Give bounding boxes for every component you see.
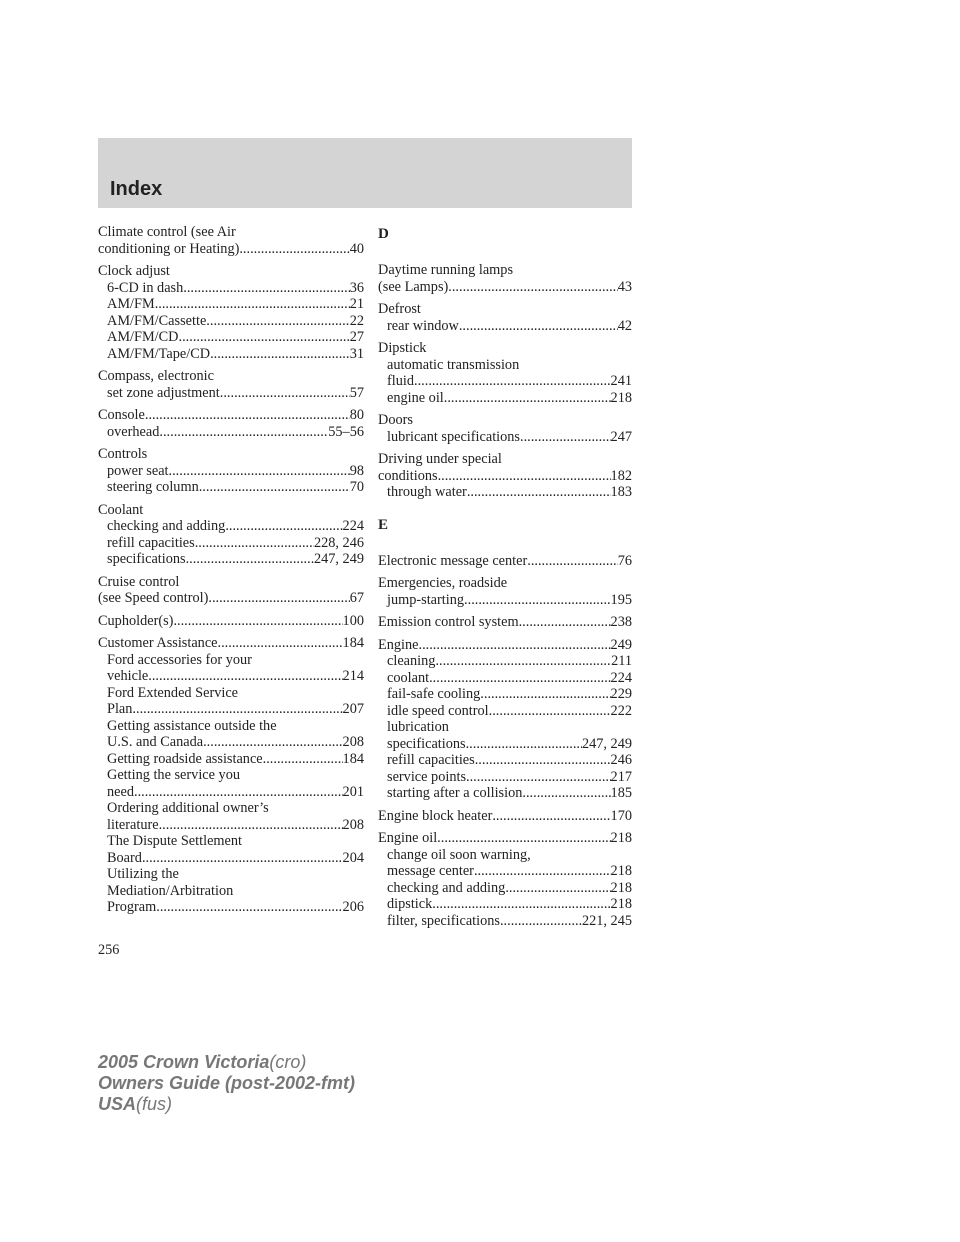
index-term: refill capacities xyxy=(387,752,475,768)
footer-model-code: (cro) xyxy=(269,1052,307,1072)
index-term: overhead xyxy=(107,423,160,440)
index-term: Getting roadside assistance xyxy=(107,750,263,767)
index-term: through water xyxy=(387,484,467,500)
dot-leader xyxy=(444,390,611,407)
index-term: lubricant specifications xyxy=(387,428,520,445)
index-line xyxy=(98,241,364,258)
page-reference: 55–56 xyxy=(328,423,364,440)
index-term: power seat xyxy=(107,462,169,479)
section-letter: D xyxy=(378,226,389,242)
dot-leader xyxy=(225,518,342,535)
footer-line-3 xyxy=(98,1094,355,1115)
page-title: Index xyxy=(110,178,163,200)
page-reference: 21 xyxy=(349,296,364,312)
index-entry xyxy=(98,368,364,401)
index-line xyxy=(98,850,364,867)
index-term: refill capacities xyxy=(107,534,195,551)
section-letter: E xyxy=(378,516,389,533)
index-line xyxy=(378,484,632,501)
index-term: Plan xyxy=(107,701,133,717)
dot-leader xyxy=(263,751,343,768)
index-term: Driving under special xyxy=(378,451,502,467)
index-term: Dipstick xyxy=(378,340,427,356)
index-term: Program xyxy=(107,899,157,915)
page-reference: 222 xyxy=(610,702,632,719)
page-reference: 170 xyxy=(610,807,632,824)
dot-leader xyxy=(155,296,350,313)
index-term: fail-safe cooling xyxy=(387,686,481,702)
page-reference: 247, 249 xyxy=(581,735,632,752)
dot-leader xyxy=(186,551,314,568)
footer xyxy=(98,1052,355,1115)
index-term: fluid xyxy=(387,373,415,389)
index-entry xyxy=(98,407,364,440)
page-reference: 224 xyxy=(342,518,364,534)
dot-leader xyxy=(435,653,611,670)
index-line xyxy=(98,701,364,718)
index-term: lubrication xyxy=(387,719,449,735)
index-term: literature xyxy=(107,816,159,833)
page-reference: 22 xyxy=(349,312,364,329)
page-reference: 204 xyxy=(342,849,364,866)
page-reference: 206 xyxy=(342,899,364,915)
dot-leader xyxy=(142,850,343,867)
index-term: dipstick xyxy=(387,896,433,912)
index-line xyxy=(378,357,632,374)
index-term: Controls xyxy=(98,446,148,462)
index-line xyxy=(378,279,632,296)
index-line xyxy=(378,592,632,609)
page-reference: 218 xyxy=(610,389,632,406)
index-line xyxy=(98,280,364,297)
index-term: AM/FM/CD xyxy=(107,329,179,345)
index-entry xyxy=(98,635,364,916)
index-line xyxy=(378,863,632,880)
footer-market-code: (fus) xyxy=(136,1094,173,1114)
index-term: Getting the service you xyxy=(107,767,241,783)
index-term: Defrost xyxy=(378,301,421,317)
index-term: Cupholder(s) xyxy=(98,612,174,629)
dot-leader xyxy=(206,313,349,330)
dot-leader xyxy=(239,241,349,258)
dot-leader xyxy=(203,734,342,751)
index-term: AM/FM/Tape/CD xyxy=(107,345,211,362)
index-term: checking and adding xyxy=(387,879,506,896)
index-term: Daytime running lamps xyxy=(378,262,514,278)
dot-leader xyxy=(195,535,314,552)
dot-leader xyxy=(466,769,611,786)
page-reference: 241 xyxy=(610,373,632,389)
index-line xyxy=(98,263,364,280)
index-line xyxy=(378,736,632,753)
index-line xyxy=(98,613,364,630)
index-term: Engine xyxy=(378,636,419,653)
page-reference: 98 xyxy=(349,462,364,479)
page-reference: 100 xyxy=(342,612,364,629)
index-line xyxy=(98,718,364,735)
index-line xyxy=(378,752,632,769)
index-line xyxy=(98,767,364,784)
index-term: change oil soon warning, xyxy=(387,846,531,863)
index-term: set zone adjustment xyxy=(107,384,220,401)
index-line xyxy=(378,653,632,670)
page-number: 256 xyxy=(98,942,120,958)
index-line xyxy=(378,686,632,703)
index-entry xyxy=(378,830,632,929)
index-entry xyxy=(98,613,364,630)
page-reference: 217 xyxy=(610,768,632,785)
dot-leader xyxy=(480,686,610,703)
page-reference: 40 xyxy=(349,240,364,257)
index-entry xyxy=(378,808,632,825)
dot-leader xyxy=(134,784,343,801)
page-reference: 218 xyxy=(610,830,632,846)
index-line xyxy=(98,385,364,402)
dot-leader xyxy=(419,637,611,654)
page-reference: 67 xyxy=(349,590,364,606)
index-term: Mediation/Arbitration xyxy=(107,882,234,899)
page-reference: 218 xyxy=(610,896,632,912)
dot-leader xyxy=(522,785,610,802)
index-term: Ford accessories for your xyxy=(107,651,252,668)
dot-leader xyxy=(432,896,610,913)
page-reference: 42 xyxy=(617,317,632,334)
header-band xyxy=(98,138,632,208)
index-line xyxy=(378,913,632,930)
index-entry xyxy=(378,340,632,406)
index-line xyxy=(98,479,364,496)
index-term: Emergencies, roadside xyxy=(378,575,508,591)
index-term: cleaning xyxy=(387,653,436,669)
index-line xyxy=(98,751,364,768)
dot-leader xyxy=(156,899,342,916)
page-reference: 208 xyxy=(342,816,364,833)
index-term: conditioning or Heating) xyxy=(98,240,240,257)
index-line xyxy=(98,866,364,883)
dot-leader xyxy=(527,553,617,570)
dot-leader xyxy=(159,424,328,441)
index-term: checking and adding xyxy=(107,518,226,534)
page-reference: 195 xyxy=(610,591,632,608)
index-term: filter, specifications xyxy=(387,912,500,929)
index-line xyxy=(98,590,364,607)
dot-leader xyxy=(159,817,343,834)
index-line xyxy=(98,551,364,568)
index-line xyxy=(378,785,632,802)
index-entry xyxy=(98,502,364,568)
index-term: automatic transmission xyxy=(387,356,520,373)
index-term: Console xyxy=(98,407,145,423)
dot-leader xyxy=(208,590,349,607)
index-term: Customer Assistance xyxy=(98,635,218,651)
page-reference: 214 xyxy=(342,668,364,684)
index-entry xyxy=(378,553,632,570)
dot-leader xyxy=(466,736,582,753)
page-reference: 218 xyxy=(610,863,632,879)
dot-leader xyxy=(414,373,611,390)
index-line xyxy=(378,703,632,720)
index-line xyxy=(98,535,364,552)
index-term: service points xyxy=(387,768,467,785)
dot-leader xyxy=(183,280,349,297)
index-term: jump-starting xyxy=(387,591,465,608)
dot-leader xyxy=(148,668,342,685)
page-reference: 80 xyxy=(349,407,364,423)
dot-leader xyxy=(173,613,342,630)
index-term: Coolant xyxy=(98,501,144,518)
index-term: Ford Extended Service xyxy=(107,684,239,701)
index-term: AM/FM xyxy=(107,296,155,312)
page-reference: 228, 246 xyxy=(313,534,364,551)
index-term: Electronic message center xyxy=(378,552,528,569)
index-term: Getting assistance outside the xyxy=(107,717,277,734)
page-reference: 70 xyxy=(349,479,364,495)
dot-leader xyxy=(464,592,611,609)
index-line xyxy=(378,373,632,390)
dot-leader xyxy=(474,863,611,880)
index-line xyxy=(378,614,632,631)
dot-leader xyxy=(199,479,350,496)
dot-leader xyxy=(218,635,343,652)
page-reference: 246 xyxy=(610,752,632,768)
index-entry xyxy=(98,446,364,496)
dot-leader xyxy=(429,670,610,687)
index-line xyxy=(98,224,364,241)
page-reference: 184 xyxy=(342,635,364,651)
index-line xyxy=(378,880,632,897)
index-term: coolant xyxy=(387,669,430,686)
index-line xyxy=(378,301,632,318)
index-line xyxy=(98,407,364,424)
index-term: conditions xyxy=(378,467,438,484)
index-line xyxy=(378,468,632,485)
index-term: Engine block heater xyxy=(378,807,493,824)
index-line xyxy=(378,830,632,847)
page-reference: 238 xyxy=(610,614,632,630)
page-reference: 224 xyxy=(610,669,632,686)
dot-leader xyxy=(520,429,611,446)
index-line xyxy=(378,769,632,786)
index-term: Board xyxy=(107,849,142,866)
index-term: 6-CD in dash xyxy=(107,279,184,296)
index-line xyxy=(98,368,364,385)
index-entry xyxy=(378,575,632,608)
dot-leader xyxy=(220,385,350,402)
index-term: Doors xyxy=(378,412,413,428)
index-term: U.S. and Canada xyxy=(107,734,204,750)
index-line xyxy=(98,313,364,330)
index-term: steering column xyxy=(107,479,199,495)
index-column-right xyxy=(378,224,632,935)
index-line xyxy=(98,652,364,669)
dot-leader xyxy=(132,701,342,718)
dot-leader xyxy=(505,880,610,897)
index-line xyxy=(98,424,364,441)
index-term: (see Lamps) xyxy=(378,278,449,295)
index-line xyxy=(98,784,364,801)
page-reference: 249 xyxy=(610,636,632,653)
index-term: need xyxy=(107,783,134,800)
index-entry xyxy=(378,614,632,631)
index-term: (see Speed control) xyxy=(98,590,209,606)
page-reference: 76 xyxy=(617,552,632,569)
index-term: starting after a collision xyxy=(387,785,523,801)
index-line xyxy=(378,719,632,736)
page-reference: 43 xyxy=(617,278,632,295)
index-line xyxy=(98,518,364,535)
index-line xyxy=(98,329,364,346)
index-line xyxy=(98,574,364,591)
dot-leader xyxy=(448,279,617,296)
page-reference: 247 xyxy=(610,428,632,445)
index-line xyxy=(98,734,364,751)
page-reference: 183 xyxy=(610,484,632,500)
index-line xyxy=(98,635,364,652)
page-reference: 229 xyxy=(610,686,632,702)
index-term: specifications xyxy=(387,735,466,752)
index-line xyxy=(98,685,364,702)
index-line xyxy=(378,896,632,913)
index-term: Utilizing the xyxy=(107,866,179,882)
dot-leader xyxy=(169,463,350,480)
dot-leader xyxy=(475,752,611,769)
page-reference: 36 xyxy=(349,279,364,296)
page-reference: 185 xyxy=(610,785,632,801)
dot-leader xyxy=(500,913,582,930)
index-line xyxy=(98,502,364,519)
index-line xyxy=(98,817,364,834)
dot-leader xyxy=(437,830,610,847)
page-reference: 27 xyxy=(349,329,364,345)
dot-leader xyxy=(438,468,611,485)
index-line xyxy=(98,833,364,850)
index-term: idle speed control xyxy=(387,702,489,719)
footer-guide: Owners Guide (post-2002-fmt) xyxy=(98,1073,356,1093)
dot-leader xyxy=(210,346,350,363)
footer-model: 2005 Crown Victoria xyxy=(98,1052,270,1072)
page-reference: 208 xyxy=(342,734,364,750)
index-entry xyxy=(98,263,364,362)
index-entry xyxy=(98,224,364,257)
index-entry xyxy=(378,412,632,445)
page-reference: 31 xyxy=(349,345,364,362)
index-line xyxy=(378,553,632,570)
index-line xyxy=(378,670,632,687)
index-line xyxy=(378,340,632,357)
index-line xyxy=(98,296,364,313)
page-reference: 207 xyxy=(342,701,364,717)
dot-leader xyxy=(519,614,611,631)
page-reference: 201 xyxy=(342,783,364,800)
dot-leader xyxy=(145,407,350,424)
page-reference: 218 xyxy=(610,879,632,896)
dot-leader xyxy=(467,484,611,501)
index-entry xyxy=(378,637,632,802)
footer-line-2 xyxy=(98,1073,355,1094)
dot-leader xyxy=(179,329,350,346)
index-line xyxy=(378,262,632,279)
index-entry xyxy=(378,262,632,295)
index-entry xyxy=(378,451,632,501)
index-term: message center xyxy=(387,863,474,879)
index-line xyxy=(378,637,632,654)
index-line xyxy=(98,883,364,900)
index-term: Compass, electronic xyxy=(98,368,214,384)
index-term: Climate control (see Air xyxy=(98,224,236,240)
index-line xyxy=(378,847,632,864)
index-entry xyxy=(98,574,364,607)
index-term: vehicle xyxy=(107,668,149,684)
dot-leader xyxy=(492,808,610,825)
page-reference: 221, 245 xyxy=(581,912,632,929)
index-term: engine oil xyxy=(387,389,444,406)
index-line xyxy=(378,390,632,407)
index-term: The Dispute Settlement xyxy=(107,833,242,849)
page-reference: 57 xyxy=(349,384,364,401)
index-term: rear window xyxy=(387,317,459,334)
index-line xyxy=(98,463,364,480)
dot-leader xyxy=(489,703,611,720)
index-term: Cruise control xyxy=(98,573,180,590)
footer-line-1 xyxy=(98,1052,355,1073)
dot-leader xyxy=(459,318,618,335)
index-term: Emission control system xyxy=(378,614,519,630)
index-line xyxy=(378,429,632,446)
index-line xyxy=(378,575,632,592)
index-entry xyxy=(378,301,632,334)
page-reference: 184 xyxy=(342,750,364,767)
footer-market: USA xyxy=(98,1094,137,1114)
index-term: AM/FM/Cassette xyxy=(107,312,207,329)
index-line xyxy=(98,800,364,817)
page-reference: 182 xyxy=(610,467,632,484)
page-reference: 211 xyxy=(611,653,632,669)
index-term: Ordering additional owner’s xyxy=(107,800,269,816)
index-line xyxy=(98,446,364,463)
index-line xyxy=(378,318,632,335)
index-line xyxy=(378,808,632,825)
index-term: Engine oil xyxy=(378,830,438,846)
page-reference: 247, 249 xyxy=(313,551,364,567)
index-column-left xyxy=(98,224,364,922)
index-line xyxy=(378,451,632,468)
index-term: Clock adjust xyxy=(98,263,170,279)
index-line xyxy=(98,346,364,363)
index-line xyxy=(98,899,364,916)
index-line xyxy=(98,668,364,685)
index-term: specifications xyxy=(107,551,186,567)
index-line xyxy=(378,412,632,429)
